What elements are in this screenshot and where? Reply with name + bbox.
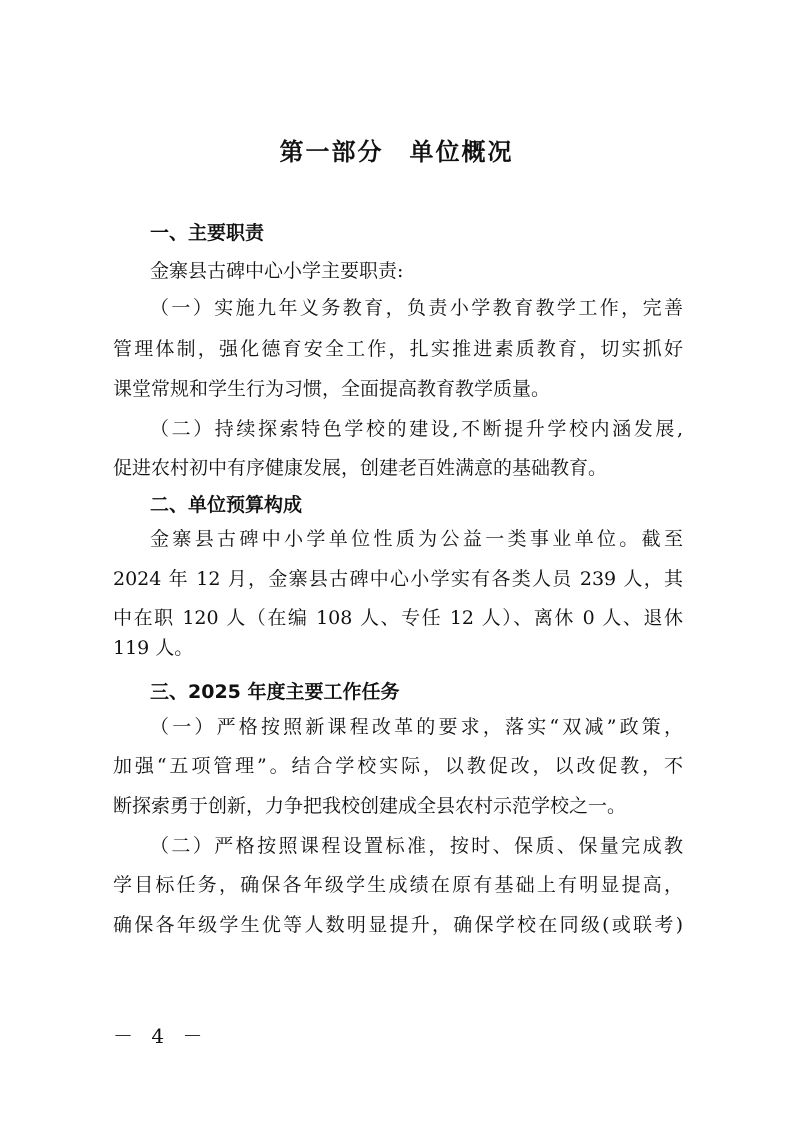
paragraph-line: 金寨县古碑中小学单位性质为公益一类事业单位。截至 — [150, 528, 683, 550]
paragraph-line: 学目标任务，确保各年级学生成绩在原有基础上有明显提高， — [113, 874, 683, 896]
paragraph-line: （二）持续探索特色学校的建设,不断提升学校内涵发展, — [150, 418, 683, 440]
section-heading-budget: 二、单位预算构成 — [150, 494, 303, 516]
paragraph-line: 2024 年 12 月，金寨县古碑中心小学实有各类人员 239 人，其 — [113, 568, 683, 590]
paragraph-line: 断探索勇于创新，力争把我校创建成全县农村示范学校之一。 — [113, 795, 627, 817]
paragraph-line: （二）严格按照课程设置标准，按时、保质、保量完成教 — [150, 835, 683, 857]
paragraph-line: （一）严格按照新课程改革的要求，落实“双减”政策， — [150, 716, 683, 738]
section-heading-duties: 一、主要职责 — [150, 222, 265, 244]
paragraph-line: 119 人。 — [113, 637, 194, 659]
paragraph-line: 加强“五项管理”。结合学校实际，以教促改，以改促教，不 — [113, 755, 683, 777]
paragraph-line: 管理体制，强化德育安全工作，扎实推进素质教育，切实抓好 — [113, 338, 683, 360]
page-number: － 4 － — [113, 1024, 209, 1048]
paragraph-line: 确保各年级学生优等人数明显提升，确保学校在同级(或联考) — [113, 914, 683, 936]
paragraph-line: 课堂常规和学生行为习惯，全面提高教育教学质量。 — [113, 378, 551, 400]
paragraph-line: 金寨县古碑中心小学主要职责: — [150, 260, 404, 282]
section-heading-tasks: 三、2025 年度主要工作任务 — [150, 681, 400, 703]
paragraph-line: 促进农村初中有序健康发展，创建老百姓满意的基础教育。 — [113, 457, 608, 479]
page-title: 第一部分 单位概况 — [279, 138, 514, 166]
paragraph-line: （一）实施九年义务教育，负责小学教育教学工作，完善 — [150, 297, 683, 319]
paragraph-line: 中在职 120 人（在编 108 人、专任 12 人）、离休 0 人、退休 — [113, 607, 683, 629]
